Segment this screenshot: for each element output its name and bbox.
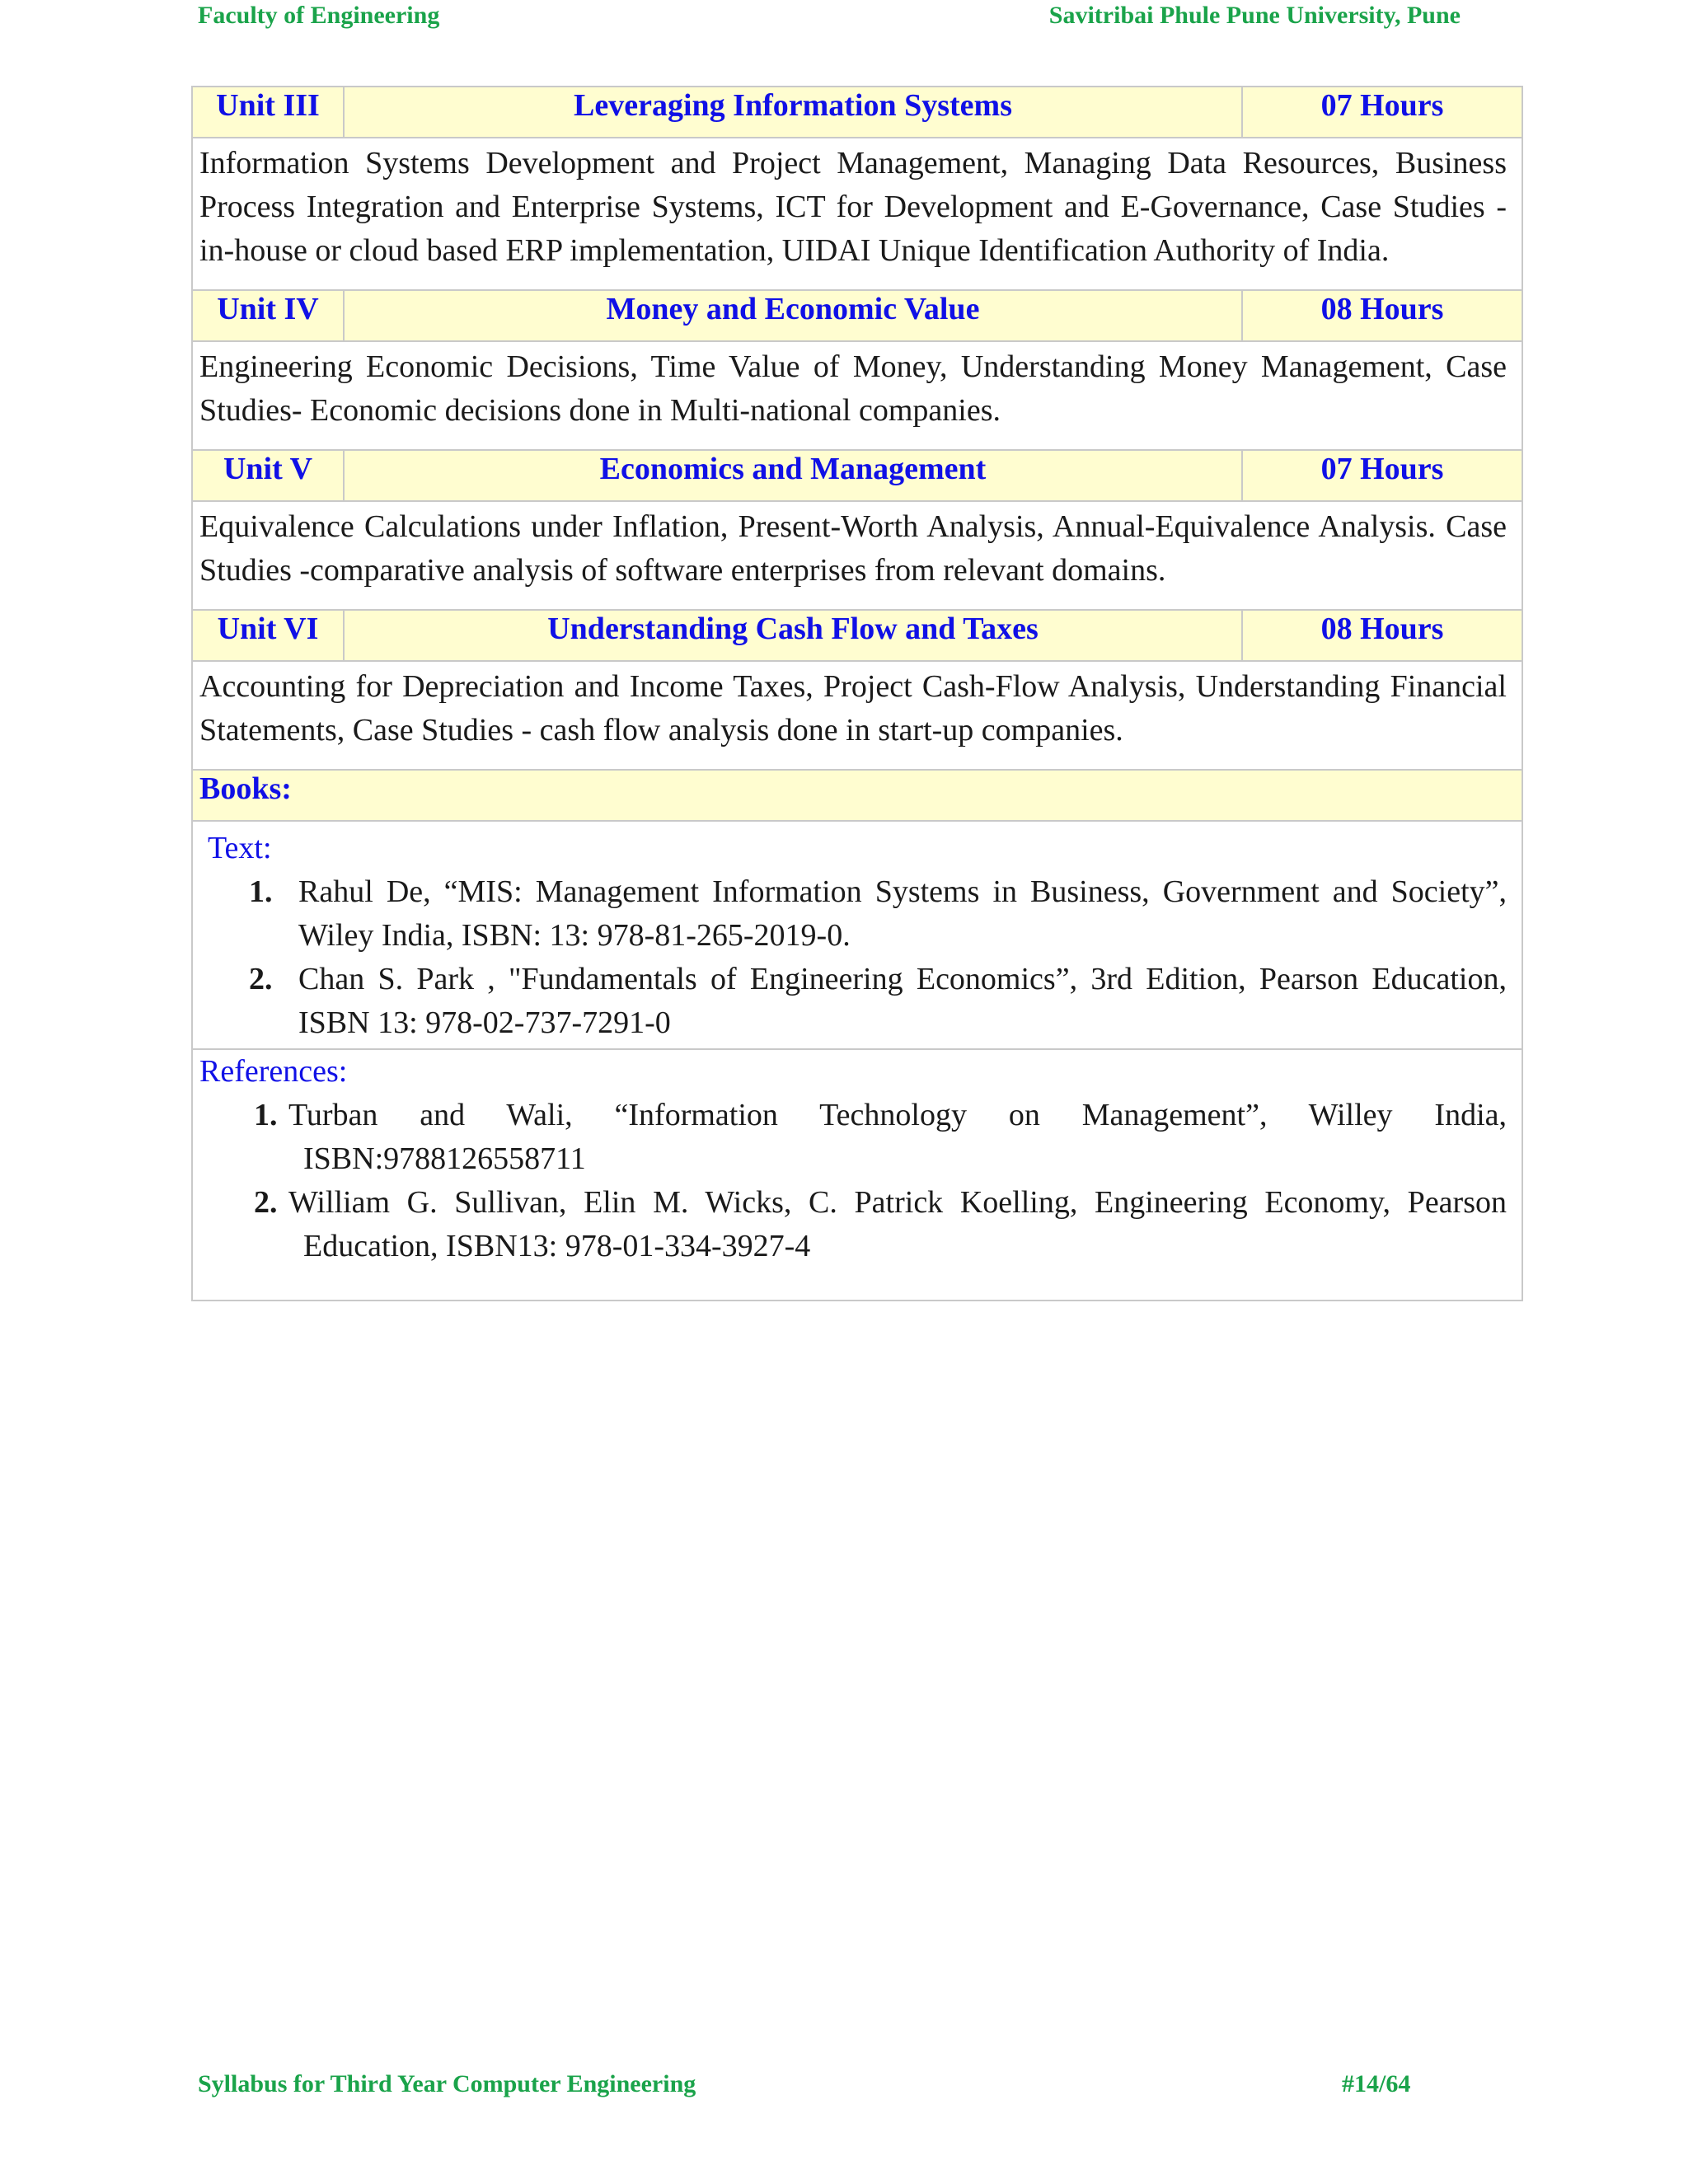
list-item-number: 2.	[249, 962, 273, 996]
references-heading: References:	[199, 1054, 348, 1089]
unit-title: Money and Economic Value	[344, 290, 1242, 341]
books-heading-row	[192, 770, 1522, 821]
list-item-number: 2.	[254, 1185, 278, 1220]
text-books-heading: Text:	[208, 831, 272, 865]
unit-number: Unit III	[192, 87, 344, 138]
unit-content-row	[192, 501, 1522, 610]
unit-header-row	[192, 87, 1522, 138]
unit-header-row	[192, 610, 1522, 661]
unit-content-row	[192, 661, 1522, 770]
unit-content: Equivalence Calculations under Inflation, Present-Worth Analysis, Annual-Equivalence Analysis. Case Studies -comparative analysis of software enterprises from relevant domains.	[192, 501, 1522, 610]
references-row	[192, 1049, 1522, 1301]
unit-content: Accounting for Depreciation and Income Taxes, Project Cash-Flow Analysis, Understanding Financial Statements, Case Studies - cash flow analysis done in start-up companies.	[192, 661, 1522, 770]
unit-content-row	[192, 138, 1522, 290]
list-item	[208, 958, 1507, 1045]
unit-number: Unit IV	[192, 290, 344, 341]
unit-title: Understanding Cash Flow and Taxes	[344, 610, 1242, 661]
list-item-number: 1.	[254, 1098, 278, 1132]
text-books-cell	[192, 821, 1522, 1049]
list-item-line: Turban and Wali, “Information Technology on Management”, Willey India,	[288, 1098, 1507, 1132]
list-item	[208, 870, 1507, 958]
footer-syllabus-title: Syllabus for Third Year Computer Engineering	[198, 2070, 696, 2097]
unit-header-row	[192, 290, 1522, 341]
list-item	[199, 1181, 1507, 1268]
unit-number: Unit VI	[192, 610, 344, 661]
unit-header-row	[192, 450, 1522, 501]
unit-hours: 08 Hours	[1242, 610, 1522, 661]
references-cell	[192, 1049, 1522, 1301]
list-item-text	[288, 1181, 1507, 1268]
text-books-row	[192, 821, 1522, 1049]
unit-title: Economics and Management	[344, 450, 1242, 501]
unit-content: Information Systems Development and Project Management, Managing Data Resources, Business Process Integration and Enterprise Systems, ICT for Development and E-Governance, Case Studies - in-house or cloud based ERP implementation, UIDAI Unique Identification Authority of India.	[192, 138, 1522, 290]
footer-page-number: #14/64	[1342, 2070, 1411, 2097]
books-heading: Books:	[192, 770, 1522, 821]
header-university: Savitribai Phule Pune University, Pune	[1048, 2, 1461, 29]
unit-content: Engineering Economic Decisions, Time Value of Money, Understanding Money Management, Case Studies- Economic decisions done in Multi-national companies.	[192, 341, 1522, 450]
list-item-text	[288, 1094, 1507, 1181]
unit-hours: 07 Hours	[1242, 450, 1522, 501]
unit-number: Unit V	[192, 450, 344, 501]
unit-hours: 07 Hours	[1242, 87, 1522, 138]
list-item-line: ISBN:9788126558711	[303, 1141, 586, 1176]
unit-title: Leveraging Information Systems	[344, 87, 1242, 138]
references-list	[199, 1094, 1507, 1268]
list-item-text: Rahul De, “MIS: Management Information Systems in Business, Government and Society”, Wiley India, ISBN: 13: 978-81-265-2019-0.	[298, 874, 1507, 953]
list-item-number: 1.	[249, 874, 273, 909]
syllabus-table	[191, 86, 1523, 1301]
list-item	[199, 1094, 1507, 1181]
list-item-line: William G. Sullivan, Elin M. Wicks, C. Patrick Koelling, Engineering Economy, Pearson	[288, 1185, 1507, 1220]
unit-hours: 08 Hours	[1242, 290, 1522, 341]
list-item-line: Education, ISBN13: 978-01-334-3927-4	[303, 1229, 811, 1263]
header-faculty: Faculty of Engineering	[198, 2, 440, 29]
text-books-list	[208, 870, 1507, 1045]
list-item-text: Chan S. Park , "Fundamentals of Engineering Economics”, 3rd Edition, Pearson Education, ISBN 13: 978-02-737-7291-0	[298, 962, 1507, 1040]
unit-content-row	[192, 341, 1522, 450]
